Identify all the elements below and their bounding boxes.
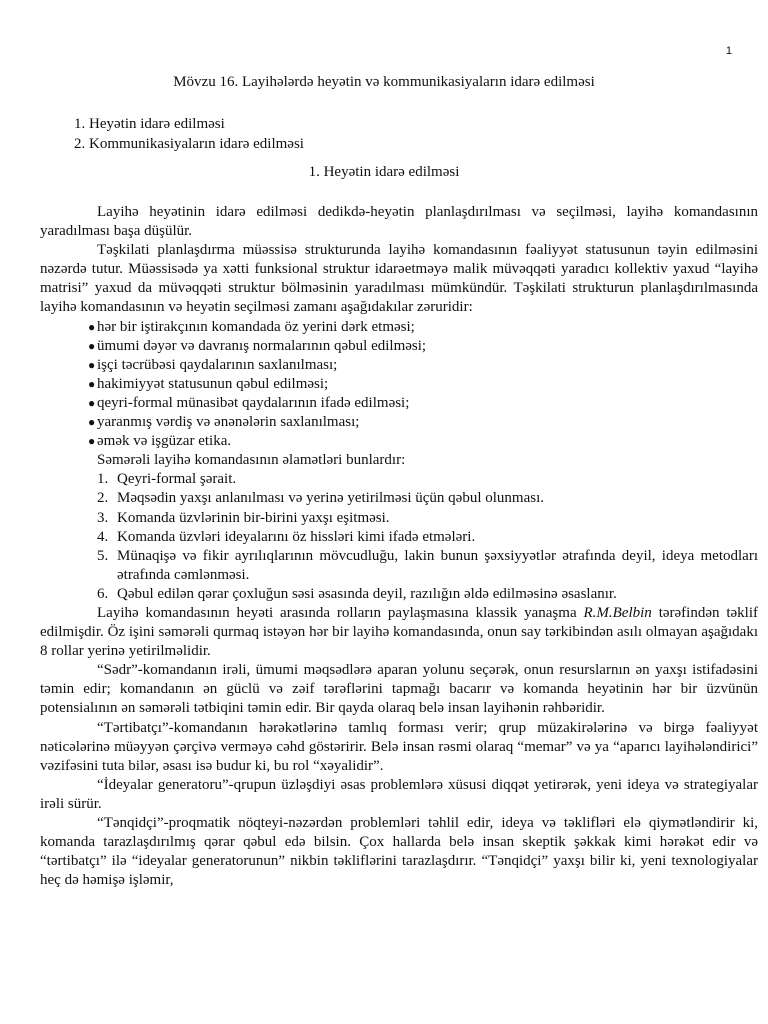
paragraph: “Tənqidçi”-proqmatik nöqteyi-nəzərdən problemləri təhlil edir, ideya və təklifləri elə qiymətləndirir ki, komanda tarazlaşdırılmış qərar qəbul edə bilsin. Çox hallarda belə insan skeptik şəkkak kimi hərəkət edir və “tərtibatçı” ilə “ideyalar generatorunun” nikbin təkliflərini tarazlaşdırır. “Tənqidçi” yaxşı bilir ki, yeni texnologiyalar heç də həmişə işləmir,: [40, 815, 758, 889]
paragraph: Layihə komandasının heyəti arasında rolların paylaşmasına klassik yanaşma R.M.Belbin tərəfindən təklif edilmişdir. Öz işini səmərəli qurmaq istəyən hər bir layihə komandasında, onun say tərkibindən asılı olmayan aşağıdakı 8 rollar yerinə yetirilməlidir.: [40, 604, 759, 660]
author-name: R.M.Belbin: [583, 604, 652, 621]
bullet-icon: ●: [88, 319, 96, 334]
features-list: [40, 470, 758, 604]
paragraph: Təşkilati planlaşdırma müəssisə strukturunda layihə komandasının fəaliyyət statusunun təyin edilməsini nəzərdə tutur. Müəssisədə ya xətti funksional struktur idarəetməyə malik müvəqqəti yaradıcı kollektiv yaxud “layihə matrisi” yaxud da müvəqqəti struktur bölməsinin yaradılması mümkündür. Təşkilati strukturun planlaşdırılmasında layihə komandasının və heyətin seçilməsi zamanı aşağıdakılar zəruridir:: [40, 242, 758, 316]
list-item: ● əmək və işgüzar etika.: [40, 432, 758, 451]
table-of-contents: [74, 114, 304, 154]
bullet-icon: ●: [88, 357, 96, 372]
bullet-icon: ●: [88, 395, 96, 410]
page-title: Mövzu 16. Layihələrdə heyətin və kommunikasiyaların idarə edilməsi: [173, 74, 595, 90]
toc-item: 2. Kommunikasiyaların idarə edilməsi: [74, 136, 304, 152]
list-item: ● hakimiyyət statusunun qəbul edilməsi;: [40, 375, 758, 394]
bullet-icon: ●: [88, 376, 96, 391]
list-item: ● işçi təcrübəsi qaydalarının saxlanılması;: [40, 356, 758, 375]
paragraph: “Sədr”-komandanın irəli, ümumi məqsədlərə aparan yolunu seçərək, onun resurslarnın ən yaxşı istifadəsini təmin edir; komandanın ən güclü və zəif tərəflərini tapmağı bacarır və komanda heyətinin hər bir üzvünün potensialının ən səmərəli tətbiqini təmin edir. Bir qayda olaraq belə insan layihənin rəhbəridir.: [40, 662, 758, 717]
paragraph: “İdeyalar generatoru”-qrupun üzləşdiyi əsas problemlərə xüsusi diqqət yetirərək, yeni ideya və strategiyalar irəli sürür.: [40, 776, 758, 812]
requirements-list: [40, 318, 758, 452]
list-item: 6. Qəbul edilən qərar çoxluğun səsi əsasında deyil, razılığın əldə edilməsinə əsaslanır.: [97, 585, 617, 602]
list-item: 5. Münaqişə və fikir ayrılıqlarının mövcudluğu, lakin bunun şəxsiyyətlər ətrafında deyil, ideya metodları ətrafında cəmlənməsi.: [97, 547, 758, 583]
list-item: ● qeyri-formal münasibət qaydalarının ifadə edilməsi;: [40, 394, 758, 413]
list-item: ● hər bir iştirakçının komandada öz yerini dərk etməsi;: [40, 318, 758, 337]
list-item: 2. Məqsədin yaxşı anlanılması və yerinə yetirilməsi üçün qəbul olunması.: [97, 490, 544, 507]
paragraph: Səmərəli layihə komandasının əlamətləri bunlardır:: [97, 452, 406, 469]
page-number: 1: [725, 45, 732, 57]
list-item: 4. Komanda üzvləri ideyalarını öz hissləri kimi ifadə etmələri.: [97, 528, 476, 545]
document-body: [40, 203, 758, 890]
paragraph: Layihə heyətinin idarə edilməsi dedikdə-heyətin planlaşdırılması və seçilməsi, layihə komandasının yaradılması başa düşülür.: [40, 204, 758, 240]
list-item: ● yaranmış vərdiş və ənənələrin saxlanılması;: [40, 413, 758, 432]
toc-item: 1. Heyətin idarə edilməsi: [74, 116, 225, 132]
list-item: ● ümumi dəyər və davranış normalarının qəbul edilməsi;: [40, 337, 758, 356]
bullet-icon: ●: [88, 415, 96, 430]
bullet-icon: ●: [88, 338, 96, 353]
section-heading: 1. Heyətin idarə edilməsi: [308, 164, 460, 180]
list-item: 1. Qeyri-formal şərait.: [97, 471, 237, 488]
bullet-icon: ●: [88, 434, 96, 449]
paragraph: “Tərtibatçı”-komandanın hərəkətlərinə tamlıq forması verir; qrup müzakirələrinə və birgə fəaliyyət nəticələrinə müəyyən çərçivə verməyə cəhd göstəririr. Belə insan rəsmi olaraq “memar” və ya “aparıcı layihələndirici” vəzifəsini tuta bilər, əsası isə budur ki, bu rol “xəyalidir”.: [40, 719, 758, 774]
list-item: 3. Komanda üzvlərinin bir-birini yaxşı eşitməsi.: [97, 509, 390, 526]
